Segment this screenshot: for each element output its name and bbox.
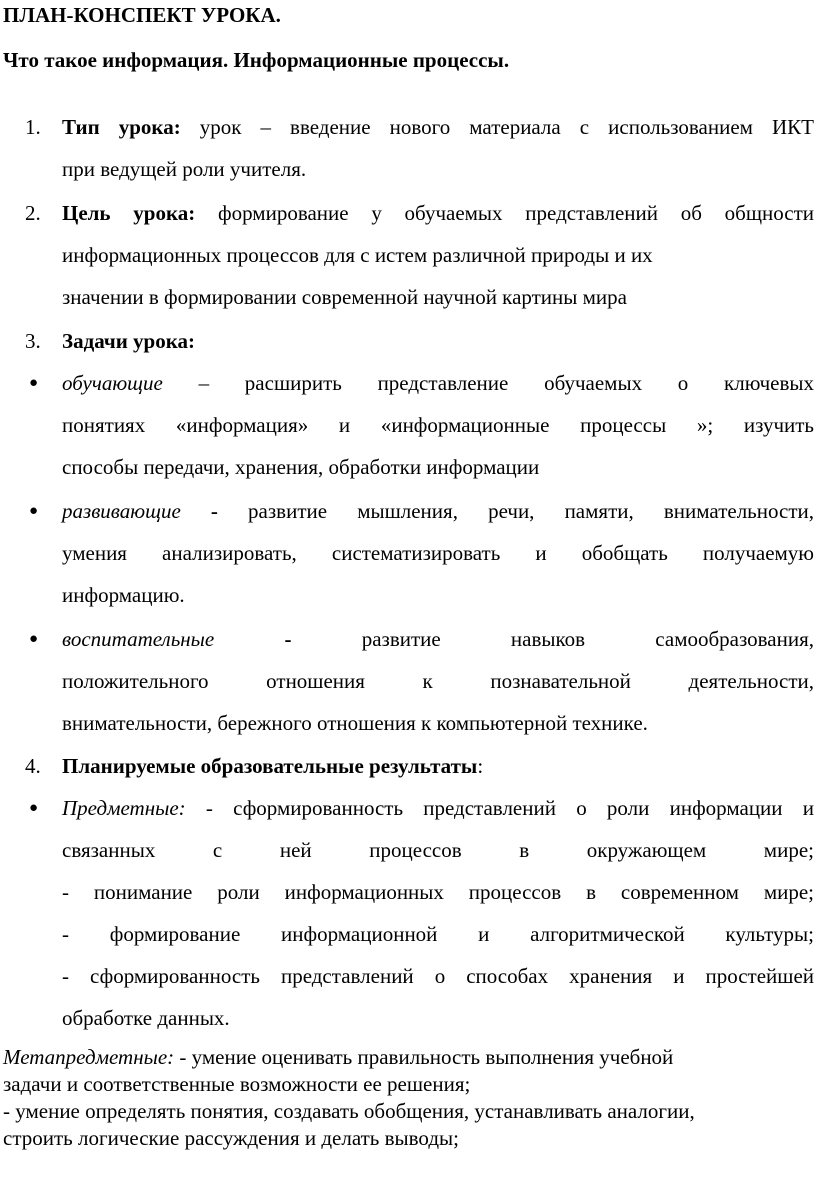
result-line: - формирование информационной и алгоритмической культуры; xyxy=(62,922,814,946)
task-line: информацию. xyxy=(62,583,185,607)
results-meta xyxy=(3,1044,815,1152)
item-label: Задачи урока: xyxy=(62,329,196,353)
task-text: развитие мышления, речи, памяти, внимательности, xyxy=(248,499,814,523)
task-line: способы передачи, хранения, обработки информации xyxy=(62,455,540,479)
lesson-topic: Что такое информация. Информационные процессы. xyxy=(3,48,510,72)
meta-line: строить логические рассуждения и делать выводы; xyxy=(3,1126,459,1150)
task-upbringing xyxy=(29,618,815,744)
task-line xyxy=(62,618,814,660)
item-planned-results xyxy=(25,745,814,787)
item-text: формирование у обучаемых представлений об общности xyxy=(218,201,815,225)
task-separator: - xyxy=(284,627,292,651)
task-name: развивающие xyxy=(62,499,181,523)
meta-line: - умение определять понятия, создавать обобщения, устанавливать аналогии, xyxy=(3,1099,695,1123)
bullet-icon: ● xyxy=(29,631,39,647)
item-label: Планируемые образовательные результаты xyxy=(62,754,478,778)
meta-text: - умение оценивать правильность выполнения учебной xyxy=(179,1045,674,1069)
task-educational xyxy=(29,362,814,488)
meta-name: Метапредметные: xyxy=(3,1045,175,1069)
item-number: 2. xyxy=(25,201,41,225)
item-lesson-goal xyxy=(25,192,815,318)
item-line: информационных процессов для с истем различной природы и их xyxy=(62,243,653,267)
task-developing xyxy=(29,490,814,616)
task-name: воспитательные xyxy=(62,627,215,651)
task-line: умения анализировать, систематизировать и обобщать получаемую xyxy=(62,541,814,565)
bullet-icon: ● xyxy=(29,800,39,816)
item-line xyxy=(62,745,814,787)
meta-line xyxy=(3,1044,815,1071)
item-lesson-tasks xyxy=(25,320,814,362)
result-line: обработке данных. xyxy=(62,1006,230,1030)
item-line xyxy=(62,192,814,234)
document-title: ПЛАН-КОНСПЕКТ УРОКА. xyxy=(3,3,281,27)
result-line xyxy=(62,787,814,829)
task-line: положительного отношения к познавательной деятельности, xyxy=(62,669,814,693)
item-line: значении в формировании современной научной картины мира xyxy=(62,285,627,309)
item-colon: : xyxy=(477,754,484,778)
item-lesson-type xyxy=(25,106,814,190)
task-line: понятиях «информация» и «информационные процессы »; изучить xyxy=(62,413,814,437)
task-text: расширить представление обучаемых о ключевых xyxy=(244,371,814,395)
task-separator: - xyxy=(210,499,218,523)
task-line xyxy=(62,490,814,532)
result-line: связанных с ней процессов в окружающем мире; xyxy=(62,838,814,862)
bullet-icon: ● xyxy=(29,375,39,391)
results-subject xyxy=(29,787,814,1039)
item-line: при ведущей роли учителя. xyxy=(62,157,307,181)
task-text: развитие навыков самообразования, xyxy=(361,627,815,651)
result-line: - понимание роли информационных процессов в современном мире; xyxy=(62,880,814,904)
task-name: обучающие xyxy=(62,371,163,395)
meta-line: задачи и соответственные возможности ее решения; xyxy=(3,1072,471,1096)
item-label: Тип урока: xyxy=(62,115,181,139)
result-name: Предметные: xyxy=(62,796,186,820)
item-text: урок – введение нового материала с использованием ИКТ xyxy=(199,115,814,139)
item-number: 1. xyxy=(25,115,41,139)
result-text: - сформированность представлений о роли информации и xyxy=(205,796,814,820)
task-line xyxy=(62,362,814,404)
item-number: 4. xyxy=(25,754,41,778)
item-line xyxy=(62,106,814,148)
item-number: 3. xyxy=(25,329,41,353)
task-line: внимательности, бережного отношения к компьютерной технике. xyxy=(62,711,648,735)
result-line: - сформированность представлений о способах хранения и простейшей xyxy=(62,964,814,988)
bullet-icon: ● xyxy=(29,503,39,519)
task-separator: – xyxy=(198,371,210,395)
item-label: Цель урока: xyxy=(62,201,196,225)
